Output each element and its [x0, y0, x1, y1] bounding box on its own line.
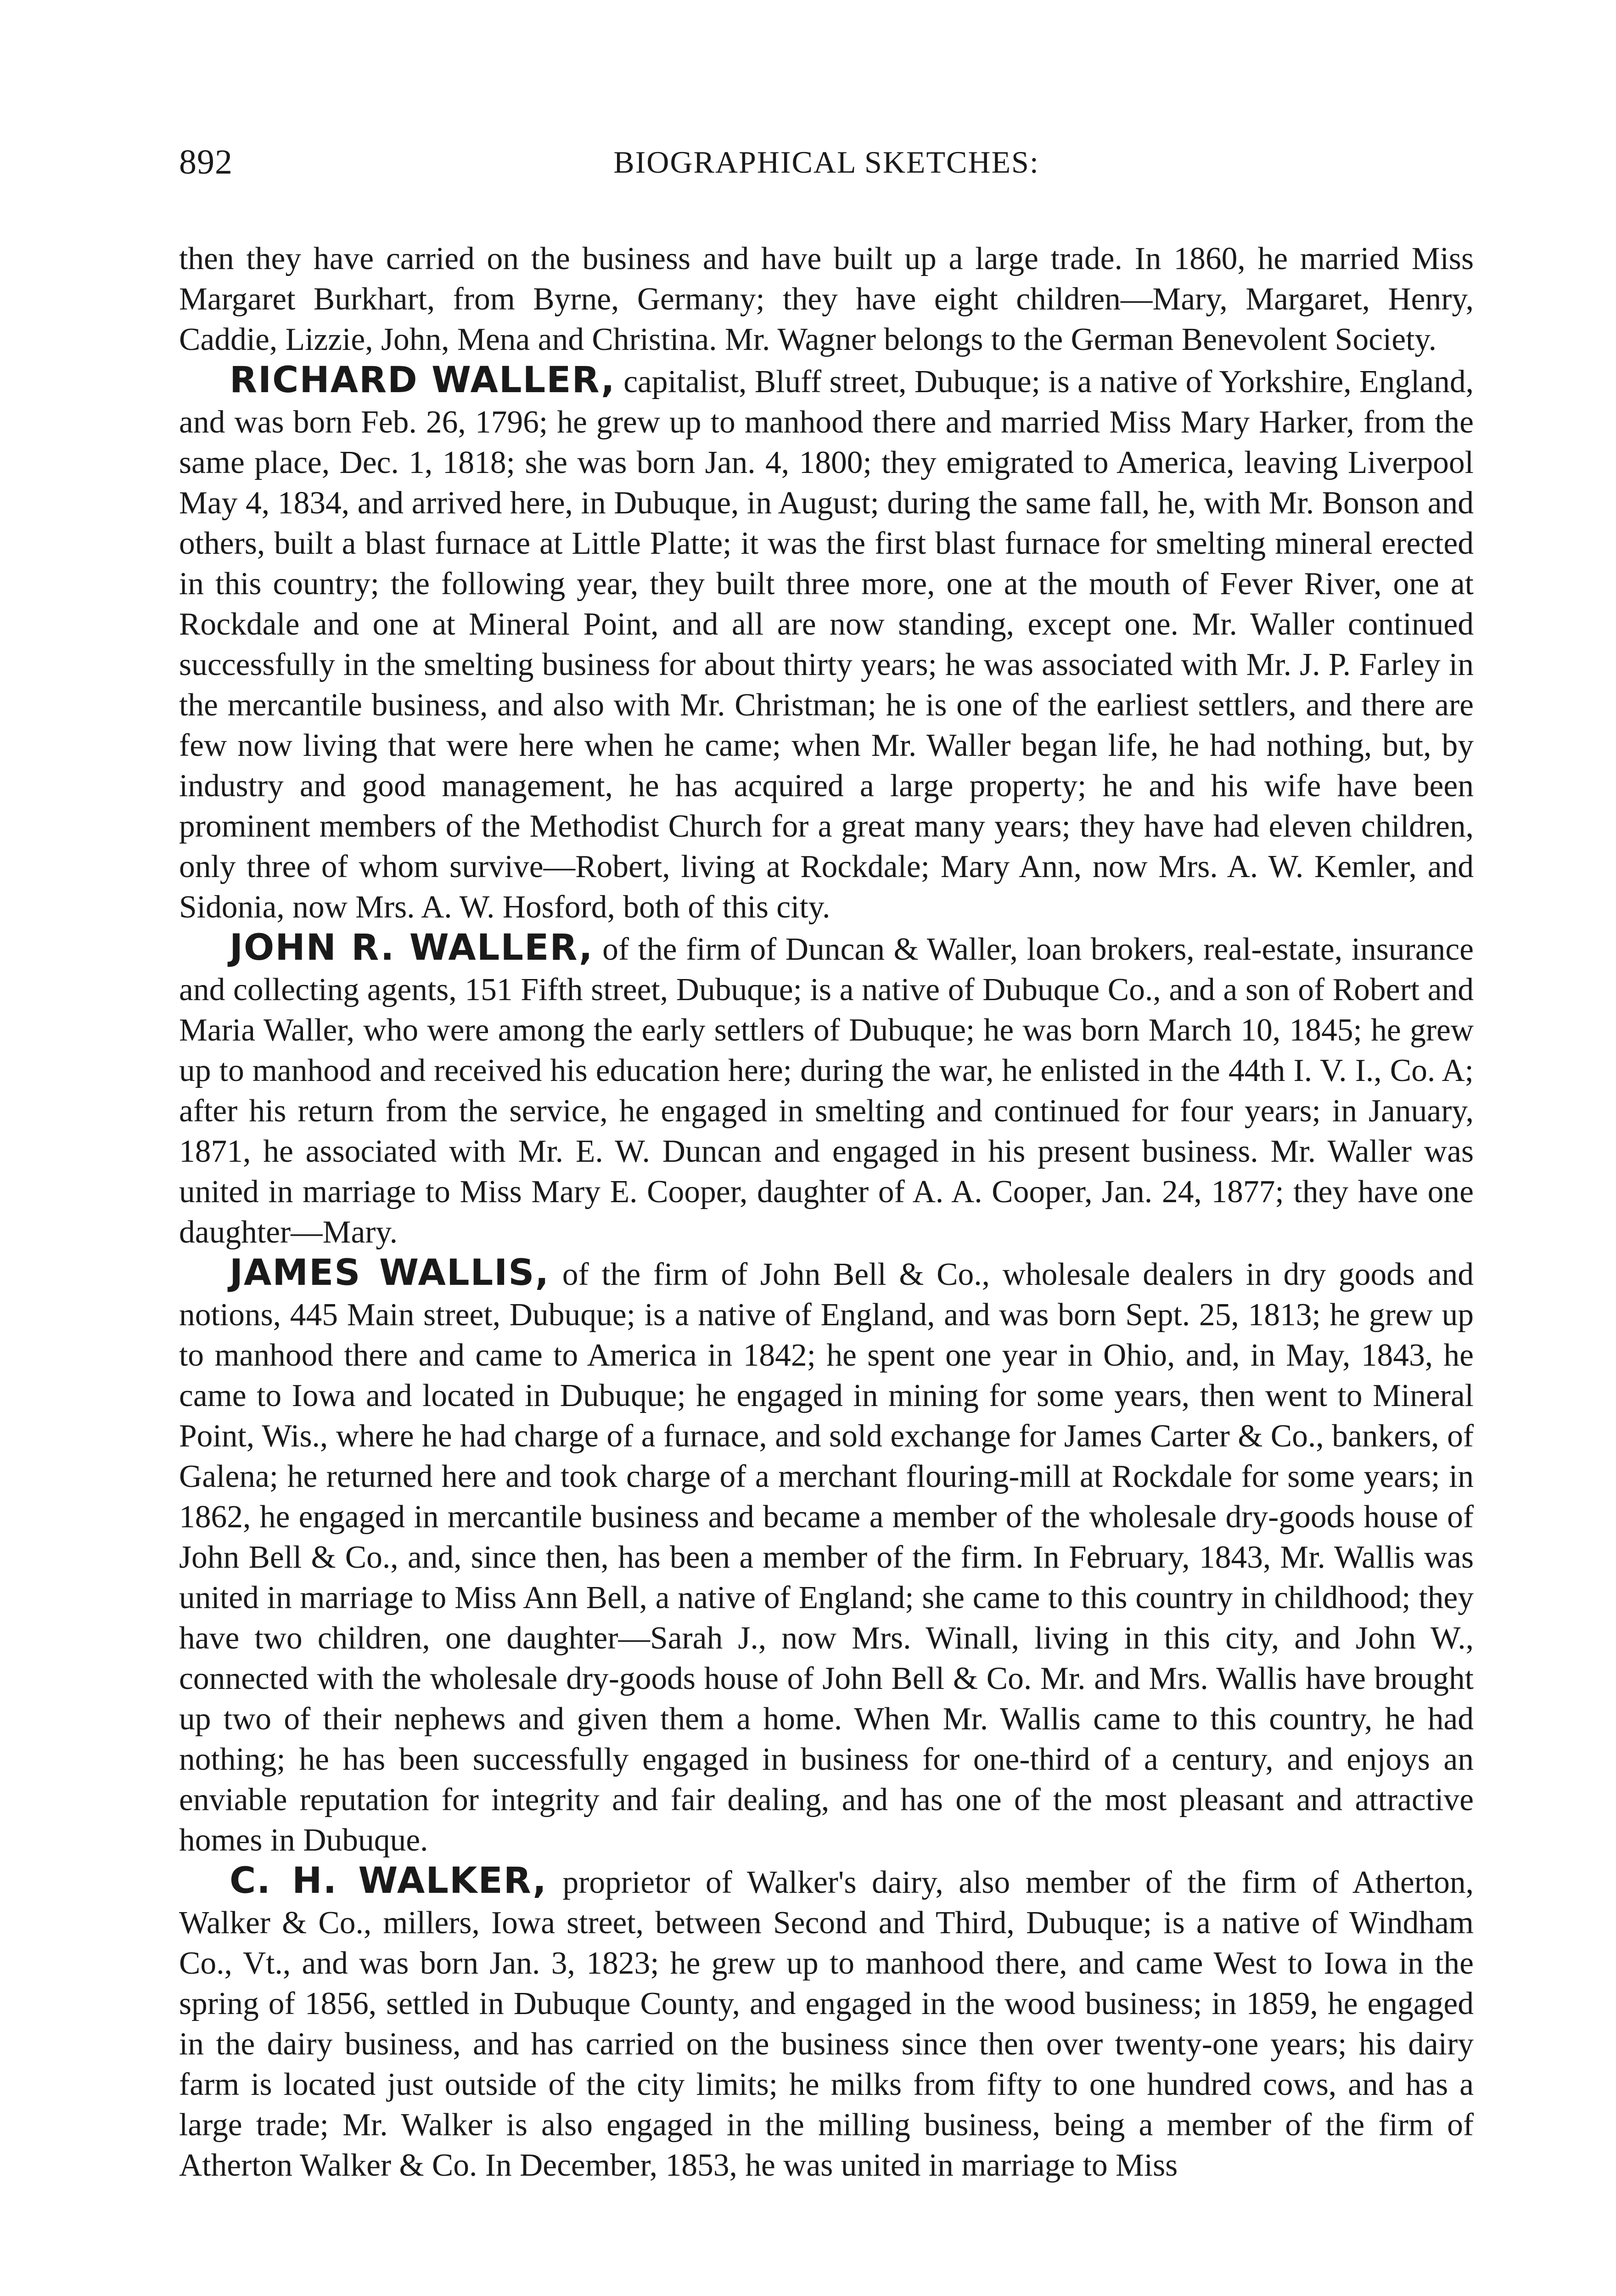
entry-name: JAMES WALLIS, — [230, 1252, 550, 1294]
entry-name: RICHARD WALLER, — [230, 360, 616, 401]
entry-richard-waller — [179, 360, 1474, 928]
running-head — [179, 142, 1474, 211]
entry-text: capitalist, Bluff street, Dubuque; is a native of Yorkshire, England, and was born Feb. 26, 1796; he grew up to manhood there and married Miss Mary Harker, from the same place, Dec. 1, 1818; she was born Jan. 4, 1800; they emigrated to America, leaving Liverpool May 4, 1834, and arrived here, in Dubuque, in August; during the same fall, he, with Mr. Bonson and others, built a blast furnace at Little Platte; it was the first blast furnace for smelting mineral erected in this country; the following year, they built three more, one at the mouth of Fever River, one at Rockdale and one at Mineral Point, and all are now standing, except one. Mr. Waller continued successfully in the smelting business for about thirty years; he was associated with Mr. J. P. Farley in the mercantile business, and also with Mr. Christman; he is one of the earliest settlers, and there are few now living that were here when he came; when Mr. Waller began life, he had nothing, but, by industry and good management, he has acquired a large property; he and his wife have been prominent members of the Methodist Church for a great many years; they have had eleven children, only three of whom survive—Robert, living at Rockdale; Mary Ann, now Mrs. A. W. Kemler, and Sidonia, now Mrs. A. W. Hosford, both of this city. — [179, 364, 1474, 925]
entry-text: of the firm of John Bell & Co., wholesale dealers in dry goods and notions, 445 Main street, Dubuque; is a native of England, and was born Sept. 25, 1813; he grew up to manhood there and came to America in 1842; he spent one year in Ohio, and, in May, 1843, he came to Iowa and located in Dubuque; he engaged in mining for some years, then went to Mineral Point, Wis., where he had charge of a furnace, and sold exchange for James Carter & Co., bankers, of Galena; he returned here and took charge of a merchant flouring-mill at Rockdale for some years; in 1862, he engaged in mercantile business and became a member of the wholesale dry-goods house of John Bell & Co., and, since then, has been a member of the firm. In February, 1843, Mr. Wallis was united in marriage to Miss Ann Bell, a native of England; she came to this country in childhood; they have two children, one daughter—Sarah J., now Mrs. Winall, living in this city, and John W., connected with the wholesale dry-goods house of John Bell & Co. Mr. and Mrs. Wallis have brought up two of their nephews and given them a home. When Mr. Wallis came to this country, he had nothing; he has been successfully engaged in business for one-third of a century, and enjoys an enviable reputation for integrity and fair dealing, and has one of the most pleasant and attractive homes in Dubuque. — [179, 1257, 1474, 1858]
running-title: BIOGRAPHICAL SKETCHES: — [613, 145, 1039, 180]
entry-john-r-waller — [179, 928, 1474, 1253]
page-number: 892 — [179, 143, 233, 181]
entry-name: JOHN R. WALLER, — [230, 927, 594, 968]
entry-text: of the firm of Duncan & Waller, loan brokers, real-estate, insurance and collecting agents, 151 Fifth street, Dubuque; is a native of Dubuque Co., and a son of Robert and Maria Waller, who were among the early settlers of Dubuque; he was born March 10, 1845; he grew up to manhood and received his education here; during the war, he enlisted in the 44th I. V. I., Co. A; after his return from the service, he engaged in smelting and continued for four years; in January, 1871, he associated with Mr. E. W. Duncan and engaged in his present business. Mr. Waller was united in marriage to Miss Mary E. Cooper, daughter of A. A. Cooper, Jan. 24, 1877; they have one daughter—Mary. — [179, 932, 1474, 1250]
entry-james-wallis — [179, 1253, 1474, 1861]
entry-text: proprietor of Walker's dairy, also member of the firm of Atherton, Walker & Co., millers, Iowa street, between Second and Third, Dubuque; is a native of Windham Co., Vt., and was born Jan. 3, 1823; he grew up to manhood there, and came West to Iowa in the spring of 1856, settled in Dubuque County, and engaged in the wood business; in 1859, he engaged in the dairy business, and has carried on the business since then over twenty-one years; his dairy farm is located just outside of the city limits; he milks from fifty to one hundred cows, and has a large trade; Mr. Walker is also engaged in the milling business, being a member of the firm of Atherton Walker & Co. In December, 1853, he was united in marriage to Miss — [179, 1865, 1474, 2183]
document-body — [179, 239, 1474, 2186]
entry-name: C. H. WALKER, — [230, 1860, 547, 1902]
continuation-paragraph: then they have carried on the business and have built up a large trade. In 1860, he married Miss Margaret Burkhart, from Byrne, Germany; they have eight children—Mary, Margaret, Henry, Caddie, Lizzie, John, Mena and Christina. Mr. Wagner belongs to the German Benevolent Society. — [179, 241, 1474, 357]
document-page — [179, 142, 1474, 2186]
entry-c-h-walker — [179, 1861, 1474, 2186]
